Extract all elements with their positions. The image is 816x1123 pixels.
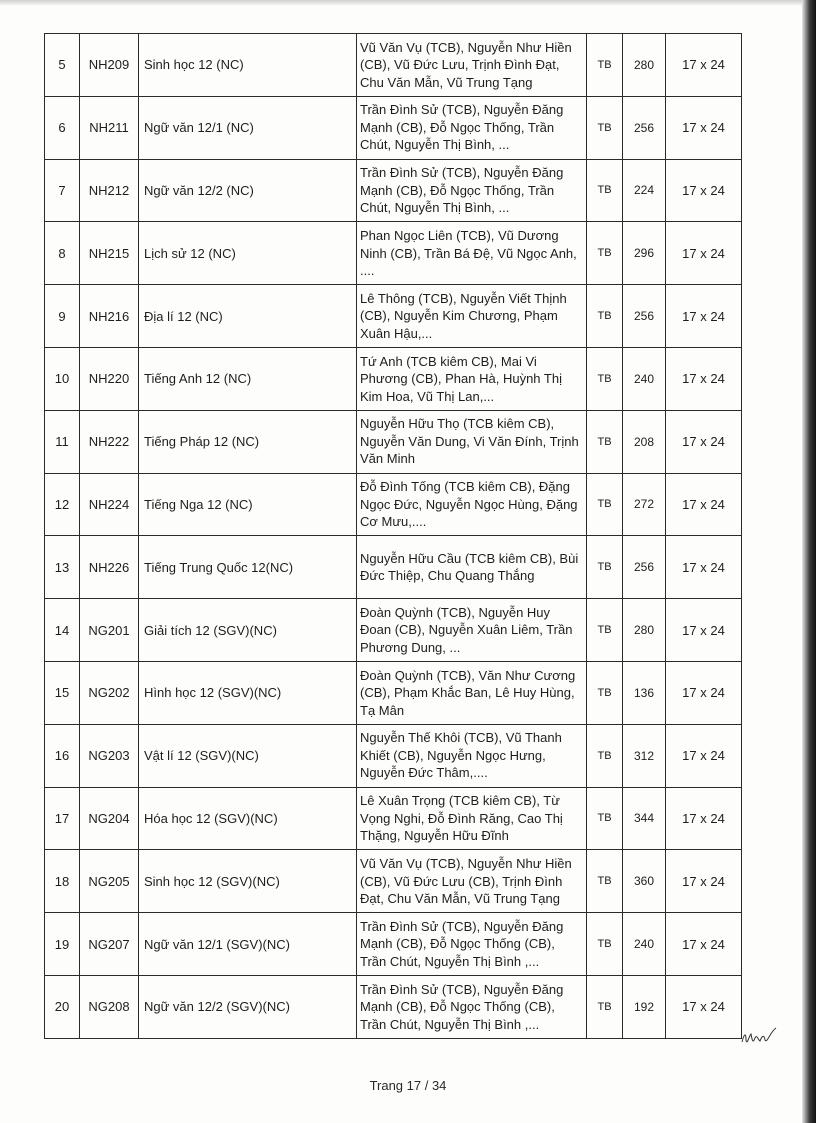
cell-stt: 11 (45, 410, 80, 473)
table-row (45, 599, 742, 662)
cell-pages: 280 (623, 34, 666, 97)
cell-pages: 136 (623, 661, 666, 724)
cell-code: NH220 (80, 347, 139, 410)
cell-type: TB (587, 34, 623, 97)
cell-pages: 312 (623, 724, 666, 787)
cell-type: TB (587, 536, 623, 599)
cell-pages: 256 (623, 285, 666, 348)
cell-title: Tiếng Anh 12 (NC) (139, 347, 357, 410)
cell-stt: 15 (45, 661, 80, 724)
cell-size: 17 x 24 (666, 159, 742, 222)
cell-stt: 16 (45, 724, 80, 787)
cell-size: 17 x 24 (666, 96, 742, 159)
cell-title: Giải tích 12 (SGV)(NC) (139, 599, 357, 662)
cell-authors: Phan Ngọc Liên (TCB), Vũ Dương Ninh (CB), Trần Bá Đệ, Vũ Ngọc Anh, .... (357, 222, 587, 285)
cell-stt: 19 (45, 913, 80, 976)
cell-stt: 13 (45, 536, 80, 599)
cell-authors: Nguyễn Hữu Thọ (TCB kiêm CB), Nguyễn Văn Dung, Vi Văn Đính, Trịnh Văn Minh (357, 410, 587, 473)
cell-code: NG205 (80, 850, 139, 913)
cell-authors: Trần Đình Sử (TCB), Nguyễn Đăng Mạnh (CB), Đỗ Ngọc Thống, Trần Chút, Nguyễn Thị Bình, ... (357, 96, 587, 159)
cell-title: Hóa học 12 (SGV)(NC) (139, 787, 357, 850)
cell-size: 17 x 24 (666, 599, 742, 662)
cell-title: Sinh học 12 (NC) (139, 34, 357, 97)
cell-title: Ngữ văn 12/1 (NC) (139, 96, 357, 159)
cell-title: Tiếng Nga 12 (NC) (139, 473, 357, 536)
textbook-table (44, 33, 742, 1039)
cell-authors: Vũ Văn Vụ (TCB), Nguyễn Như Hiền (CB), Vũ Đức Lưu, Trịnh Đình Đạt, Chu Văn Mẫn, Vũ Trung Tạng (357, 34, 587, 97)
cell-type: TB (587, 850, 623, 913)
cell-code: NG201 (80, 599, 139, 662)
cell-type: TB (587, 975, 623, 1038)
table-row (45, 34, 742, 97)
table-body (45, 34, 742, 1039)
table-row (45, 473, 742, 536)
table-row (45, 850, 742, 913)
cell-code: NH212 (80, 159, 139, 222)
cell-type: TB (587, 787, 623, 850)
cell-stt: 9 (45, 285, 80, 348)
cell-authors: Lê Thông (TCB), Nguyễn Viết Thịnh (CB), Nguyễn Kim Chương, Phạm Xuân Hậu,... (357, 285, 587, 348)
cell-pages: 360 (623, 850, 666, 913)
cell-size: 17 x 24 (666, 347, 742, 410)
table-row (45, 222, 742, 285)
cell-authors: Lê Xuân Trọng (TCB kiêm CB), Từ Vọng Nghi, Đỗ Đình Răng, Cao Thị Thặng, Nguyễn Hữu Đĩnh (357, 787, 587, 850)
cell-code: NH215 (80, 222, 139, 285)
cell-size: 17 x 24 (666, 536, 742, 599)
cell-size: 17 x 24 (666, 661, 742, 724)
cell-code: NG207 (80, 913, 139, 976)
table-row (45, 410, 742, 473)
cell-authors: Vũ Văn Vụ (TCB), Nguyễn Như Hiền (CB), Vũ Đức Lưu (CB), Trịnh Đình Đạt, Chu Văn Mẫn, Vũ Trung Tạng (357, 850, 587, 913)
cell-authors: Trần Đình Sử (TCB), Nguyễn Đăng Mạnh (CB), Đỗ Ngọc Thống (CB), Trần Chút, Nguyễn Thị Bình ,... (357, 975, 587, 1038)
cell-authors: Đỗ Đình Tống (TCB kiêm CB), Đặng Ngọc Đức, Nguyễn Ngọc Hùng, Đặng Cơ Mưu,.... (357, 473, 587, 536)
cell-title: Ngữ văn 12/2 (SGV)(NC) (139, 975, 357, 1038)
cell-pages: 344 (623, 787, 666, 850)
cell-code: NG203 (80, 724, 139, 787)
cell-title: Hình học 12 (SGV)(NC) (139, 661, 357, 724)
cell-size: 17 x 24 (666, 913, 742, 976)
cell-pages: 296 (623, 222, 666, 285)
cell-stt: 14 (45, 599, 80, 662)
cell-type: TB (587, 222, 623, 285)
cell-size: 17 x 24 (666, 724, 742, 787)
page-number: Trang 17 / 34 (369, 1078, 447, 1093)
cell-code: NH226 (80, 536, 139, 599)
cell-title: Tiếng Trung Quốc 12(NC) (139, 536, 357, 599)
cell-stt: 20 (45, 975, 80, 1038)
cell-size: 17 x 24 (666, 285, 742, 348)
table-row (45, 285, 742, 348)
table-row (45, 787, 742, 850)
cell-type: TB (587, 159, 623, 222)
table-row (45, 159, 742, 222)
cell-pages: 240 (623, 913, 666, 976)
cell-code: NG202 (80, 661, 139, 724)
cell-authors: Tứ Anh (TCB kiêm CB), Mai Vi Phương (CB), Phan Hà, Huỳnh Thị Kim Hoa, Vũ Thị Lan,... (357, 347, 587, 410)
cell-code: NH211 (80, 96, 139, 159)
table-row (45, 536, 742, 599)
cell-stt: 12 (45, 473, 80, 536)
cell-size: 17 x 24 (666, 410, 742, 473)
cell-pages: 192 (623, 975, 666, 1038)
cell-code: NH209 (80, 34, 139, 97)
handwritten-initials (740, 1024, 780, 1048)
cell-code: NG208 (80, 975, 139, 1038)
cell-title: Vật lí 12 (SGV)(NC) (139, 724, 357, 787)
cell-code: NG204 (80, 787, 139, 850)
cell-pages: 256 (623, 96, 666, 159)
table-row (45, 96, 742, 159)
cell-authors: Trần Đình Sử (TCB), Nguyễn Đăng Mạnh (CB), Đỗ Ngọc Thống (CB), Trần Chút, Nguyễn Thị Bình ,... (357, 913, 587, 976)
cell-size: 17 x 24 (666, 975, 742, 1038)
cell-authors: Đoàn Quỳnh (TCB), Nguyễn Huy Đoan (CB), Nguyễn Xuân Liêm, Trần Phương Dung, ... (357, 599, 587, 662)
cell-size: 17 x 24 (666, 473, 742, 536)
cell-type: TB (587, 96, 623, 159)
cell-type: TB (587, 913, 623, 976)
cell-code: NH224 (80, 473, 139, 536)
cell-title: Lịch sử 12 (NC) (139, 222, 357, 285)
cell-type: TB (587, 724, 623, 787)
cell-type: TB (587, 661, 623, 724)
cell-type: TB (587, 473, 623, 536)
cell-size: 17 x 24 (666, 222, 742, 285)
cell-pages: 208 (623, 410, 666, 473)
cell-stt: 7 (45, 159, 80, 222)
cell-size: 17 x 24 (666, 34, 742, 97)
cell-stt: 6 (45, 96, 80, 159)
table-row (45, 913, 742, 976)
cell-authors: Đoàn Quỳnh (TCB), Văn Như Cương (CB), Phạm Khắc Ban, Lê Huy Hùng, Tạ Mân (357, 661, 587, 724)
table-row (45, 724, 742, 787)
scan-right-edge (802, 0, 816, 1123)
cell-stt: 10 (45, 347, 80, 410)
cell-code: NH222 (80, 410, 139, 473)
cell-pages: 240 (623, 347, 666, 410)
cell-authors: Nguyễn Thế Khôi (TCB), Vũ Thanh Khiết (CB), Nguyễn Ngọc Hưng, Nguyễn Đức Thâm,.... (357, 724, 587, 787)
cell-pages: 272 (623, 473, 666, 536)
cell-pages: 280 (623, 599, 666, 662)
cell-type: TB (587, 599, 623, 662)
cell-stt: 8 (45, 222, 80, 285)
cell-title: Địa lí 12 (NC) (139, 285, 357, 348)
cell-title: Tiếng Pháp 12 (NC) (139, 410, 357, 473)
cell-type: TB (587, 347, 623, 410)
cell-size: 17 x 24 (666, 787, 742, 850)
cell-code: NH216 (80, 285, 139, 348)
cell-pages: 224 (623, 159, 666, 222)
table-row (45, 661, 742, 724)
cell-title: Ngữ văn 12/1 (SGV)(NC) (139, 913, 357, 976)
cell-authors: Nguyễn Hữu Cầu (TCB kiêm CB), Bùi Đức Thiệp, Chu Quang Thắng (357, 536, 587, 599)
cell-title: Ngữ văn 12/2 (NC) (139, 159, 357, 222)
cell-size: 17 x 24 (666, 850, 742, 913)
table-row (45, 347, 742, 410)
cell-stt: 5 (45, 34, 80, 97)
cell-type: TB (587, 410, 623, 473)
cell-type: TB (587, 285, 623, 348)
cell-stt: 18 (45, 850, 80, 913)
cell-pages: 256 (623, 536, 666, 599)
cell-authors: Trần Đình Sử (TCB), Nguyễn Đăng Mạnh (CB), Đỗ Ngọc Thống, Trần Chút, Nguyễn Thị Bình, ... (357, 159, 587, 222)
cell-stt: 17 (45, 787, 80, 850)
cell-title: Sinh học 12 (SGV)(NC) (139, 850, 357, 913)
scan-top-edge (0, 0, 816, 6)
table-row (45, 975, 742, 1038)
